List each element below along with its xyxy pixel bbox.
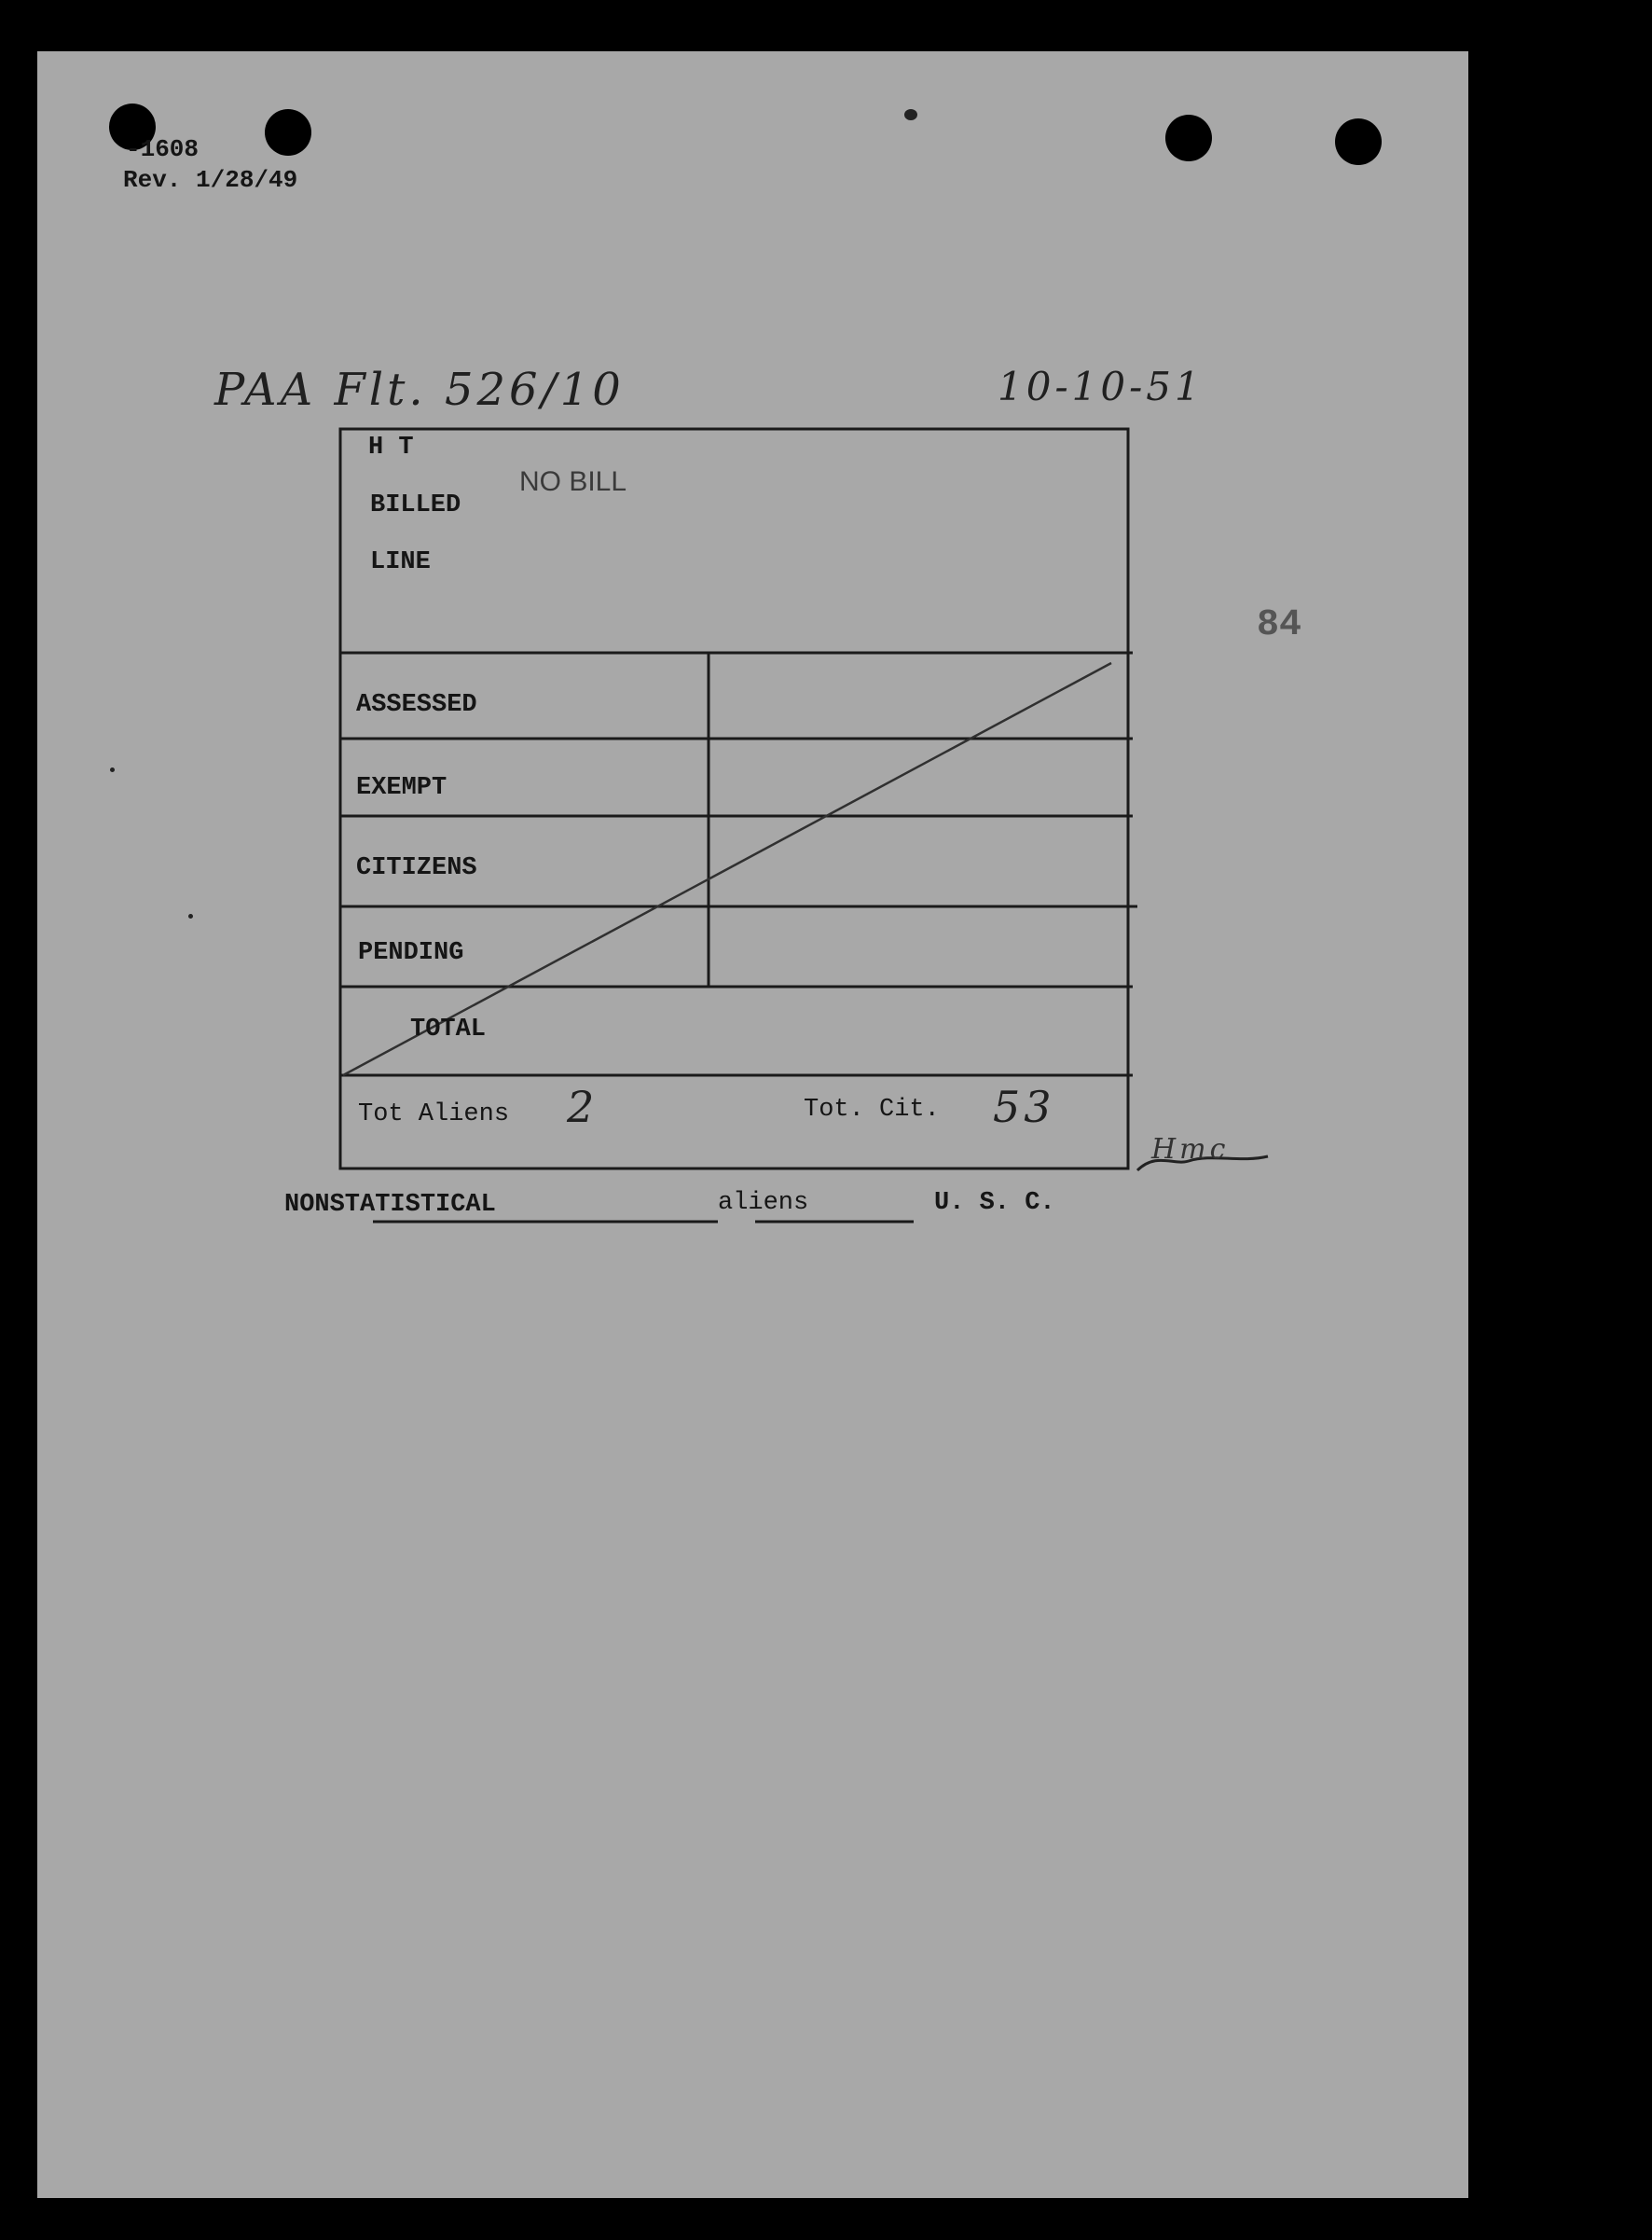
nonstatistical-label: NONSTATISTICAL (284, 1191, 496, 1219)
no-bill-stamp: NO BILL (519, 466, 627, 497)
document-page (37, 51, 1468, 2198)
initials-handwritten: Hmc (1151, 1133, 1230, 1166)
tot-aliens-label: Tot Aliens (358, 1100, 510, 1128)
form-grid (37, 51, 1468, 1357)
aliens-label: aliens (718, 1189, 809, 1217)
billed-label: BILLED (370, 491, 461, 519)
page-number: 84 (1257, 604, 1302, 646)
row-label-exempt: EXEMPT (356, 774, 447, 802)
form-number: -1608 (126, 135, 200, 163)
row-label-citizens: CITIZENS (356, 854, 477, 882)
date-handwritten: 10-10-51 (998, 364, 1204, 409)
tot-cit-value: 53 (993, 1082, 1055, 1132)
row-label-assessed: ASSESSED (356, 691, 477, 719)
tot-aliens-value: 2 (567, 1082, 599, 1132)
row-label-pending: PENDING (358, 939, 464, 967)
total-label: TOTAL (410, 1016, 487, 1044)
speck (188, 914, 193, 919)
form-revision: Rev. 1/28/49 (123, 166, 298, 194)
flight-handwritten: PAA Flt. 526/10 (214, 364, 625, 416)
tot-cit-label: Tot. Cit. (804, 1096, 940, 1124)
ht-label: H T (368, 434, 414, 462)
speck (110, 767, 115, 772)
line-label: LINE (370, 548, 431, 576)
speck (904, 109, 917, 120)
usc-label: U. S. C. (934, 1189, 1055, 1217)
